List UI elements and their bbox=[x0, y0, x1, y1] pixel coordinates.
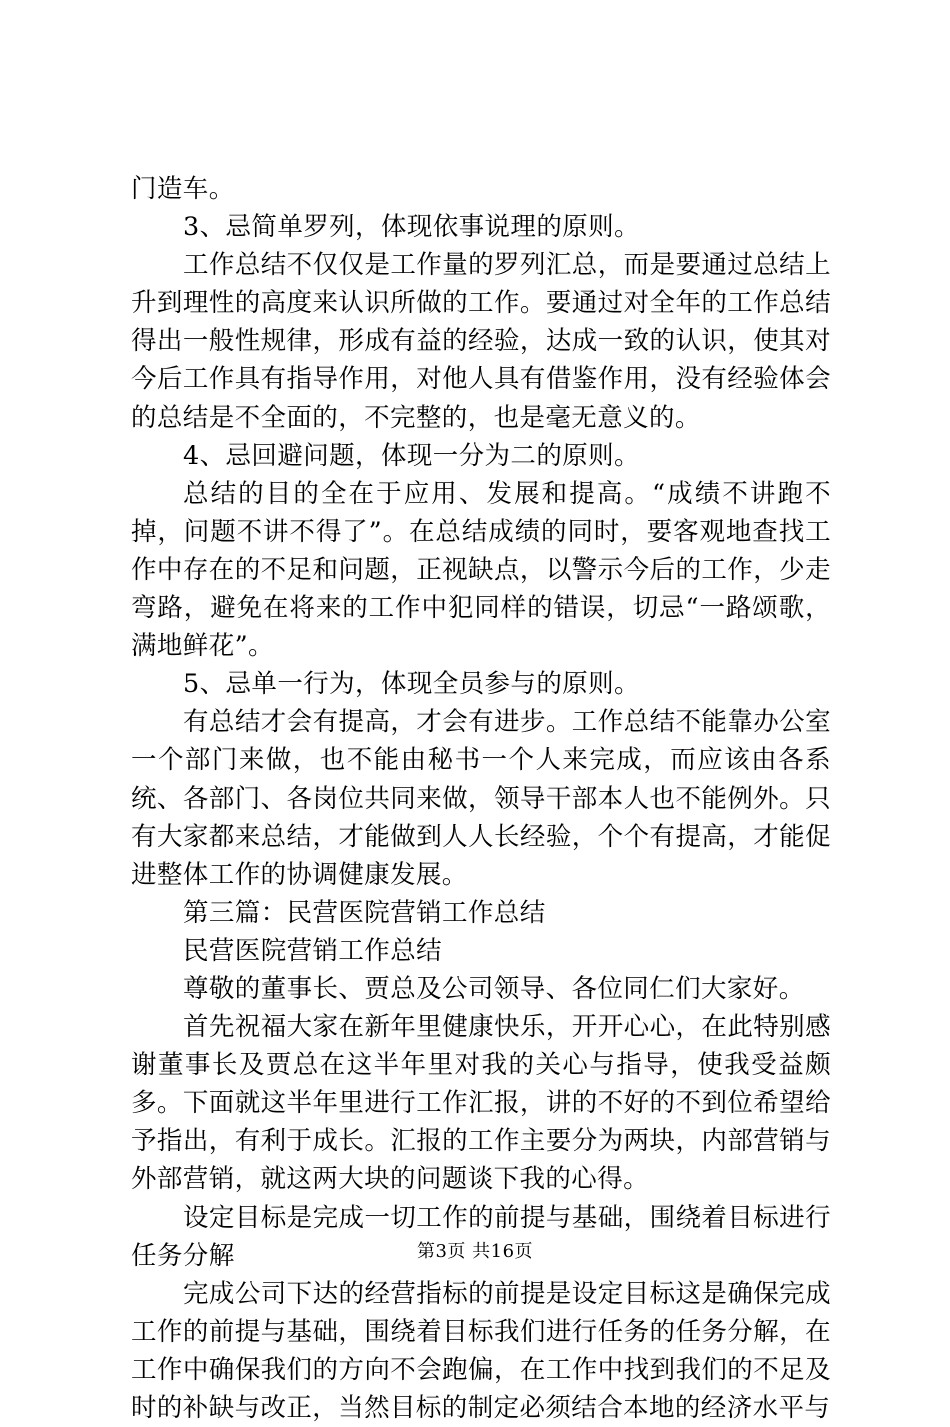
document-body bbox=[131, 170, 831, 1427]
paragraph-continuation: 门造车。 bbox=[131, 174, 235, 204]
paragraph: 工作总结不仅仅是工作量的罗列汇总，而是要通过总结上升到理性的高度来认识所做的工作。要通过对全年的工作总结得出一般性规律，形成有益的经验，达成一致的认识，使其对今后工作具有指导作用，对他人具有借鉴作用，没有经验体会的总结是不全面的，不完整的，也是毫无意义的。 bbox=[131, 250, 831, 433]
paragraph-heading-4: 4、忌回避问题，体现一分为二的原则。 bbox=[183, 440, 640, 471]
paragraph: 有总结才会有提高，才会有进步。工作总结不能靠办公室一个部门来做，也不能由秘书一个人来完成，而应该由各系统、各部门、各岗位共同来做，领导干部本人也不能例外。只有大家都来总结，才能做到人人长经验，个个有提高，才能促进整体工作的协调健康发展。 bbox=[131, 707, 831, 890]
salutation: 尊敬的董事长、贾总及公司领导、各位同仁们大家好。 bbox=[183, 973, 805, 1004]
paragraph: 首先祝福大家在新年里健康快乐，开开心心，在此特别感谢董事长及贾总在这半年里对我的关心与指导，使我受益颇多。下面就这半年里进行工作汇报，讲的不好的不到位希望给予指出，有利于成长。汇报的工作主要分为两块，内部营销与外部营销，就这两大块的问题谈下我的心得。 bbox=[131, 1012, 831, 1195]
section-subtitle: 民营医院营销工作总结 bbox=[183, 935, 443, 966]
paragraph: 完成公司下达的经营指标的前提是设定目标这是确保完成工作的前提与基础，围绕着目标我们进行任务的任务分解，在工作中确保我们的方向不会跑偏，在工作中找到我们的不足及时的补缺与改正，当然目标的制定必须结合本地的经济水平与 bbox=[131, 1278, 831, 1423]
paragraph: 总结的目的全在于应用、发展和提高。“成绩不讲跑不掉，问题不讲不得了”。在总结成绩的同时，要客观地查找工作中存在的不足和问题，正视缺点，以警示今后的工作，少走弯路，避免在将来的工作中犯同样的错误，切忌“一路颂歌，满地鲜花”。 bbox=[131, 478, 831, 662]
paragraph-heading-5: 5、忌单一行为，体现全员参与的原则。 bbox=[183, 669, 640, 700]
section-title: 第三篇：民营医院营销工作总结 bbox=[183, 897, 546, 928]
page-footer bbox=[0, 1240, 950, 1264]
paragraph-heading-3: 3、忌简单罗列，体现依事说理的原则。 bbox=[183, 212, 640, 243]
page-number: 第3页 共16页 bbox=[416, 1241, 534, 1262]
paragraph: 设定目标是完成一切工作的前提与基础，围绕着目标进行任务分解 bbox=[131, 1202, 831, 1271]
